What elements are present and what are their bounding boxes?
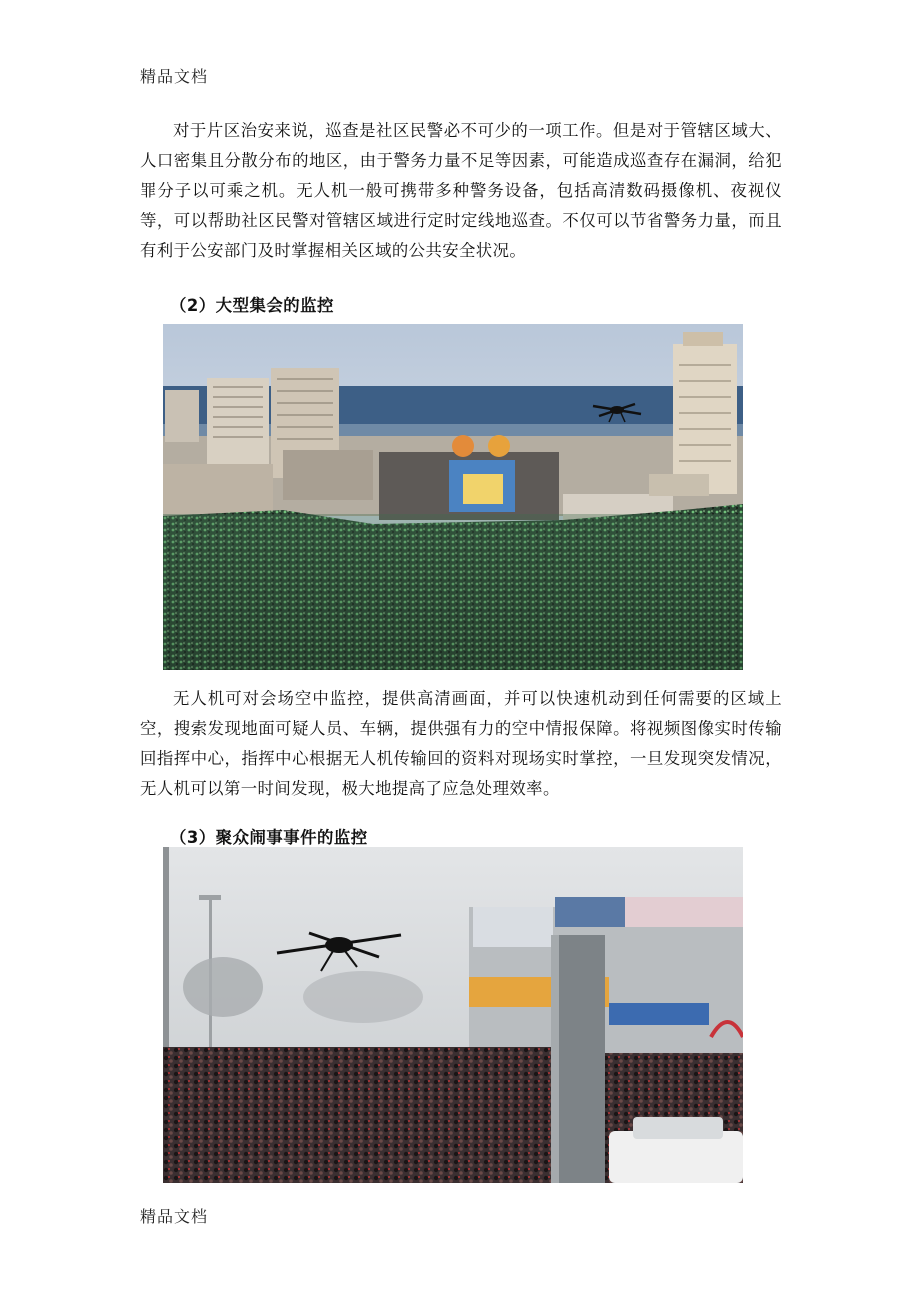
photo-large-gathering (163, 324, 743, 670)
page-header: 精品文档 (140, 67, 209, 86)
heading-large-gathering: （2）大型集会的监控 (170, 296, 334, 315)
page-footer: 精品文档 (140, 1207, 209, 1226)
paragraph-gathering-monitoring: 无人机可对会场空中监控，提供高清画面，并可以快速机动到任何需要的区域上空，搜索发现地面可疑人员、车辆，提供强有力的空中情报保障。将视频图像实时传输回指挥中心，指挥中心根据无人机传输回的资料对现场实时掌控，一旦发现突发情况，无人机可以第一时间发现，极大地提高了应急处理效率。 (140, 689, 782, 798)
photo-mass-incident-illustration (163, 847, 743, 1183)
photo-mass-incident (163, 847, 743, 1183)
paragraph-patrol: 对于片区治安来说，巡查是社区民警必不可少的一项工作。但是对于管辖区域大、人口密集且分散分布的地区，由于警务力量不足等因素，可能造成巡查存在漏洞，给犯罪分子以可乘之机。无人机一般可携带多种警务设备，包括高清数码摄像机、夜视仪等，可以帮助社区民警对管辖区域进行定时定线地巡查。不仅可以节省警务力量，而且有利于公安部门及时掌握相关区域的公共安全状况。 (140, 121, 782, 260)
heading-mass-incident: （3）聚众闹事事件的监控 (170, 828, 368, 847)
photo-large-gathering-illustration (163, 324, 743, 670)
